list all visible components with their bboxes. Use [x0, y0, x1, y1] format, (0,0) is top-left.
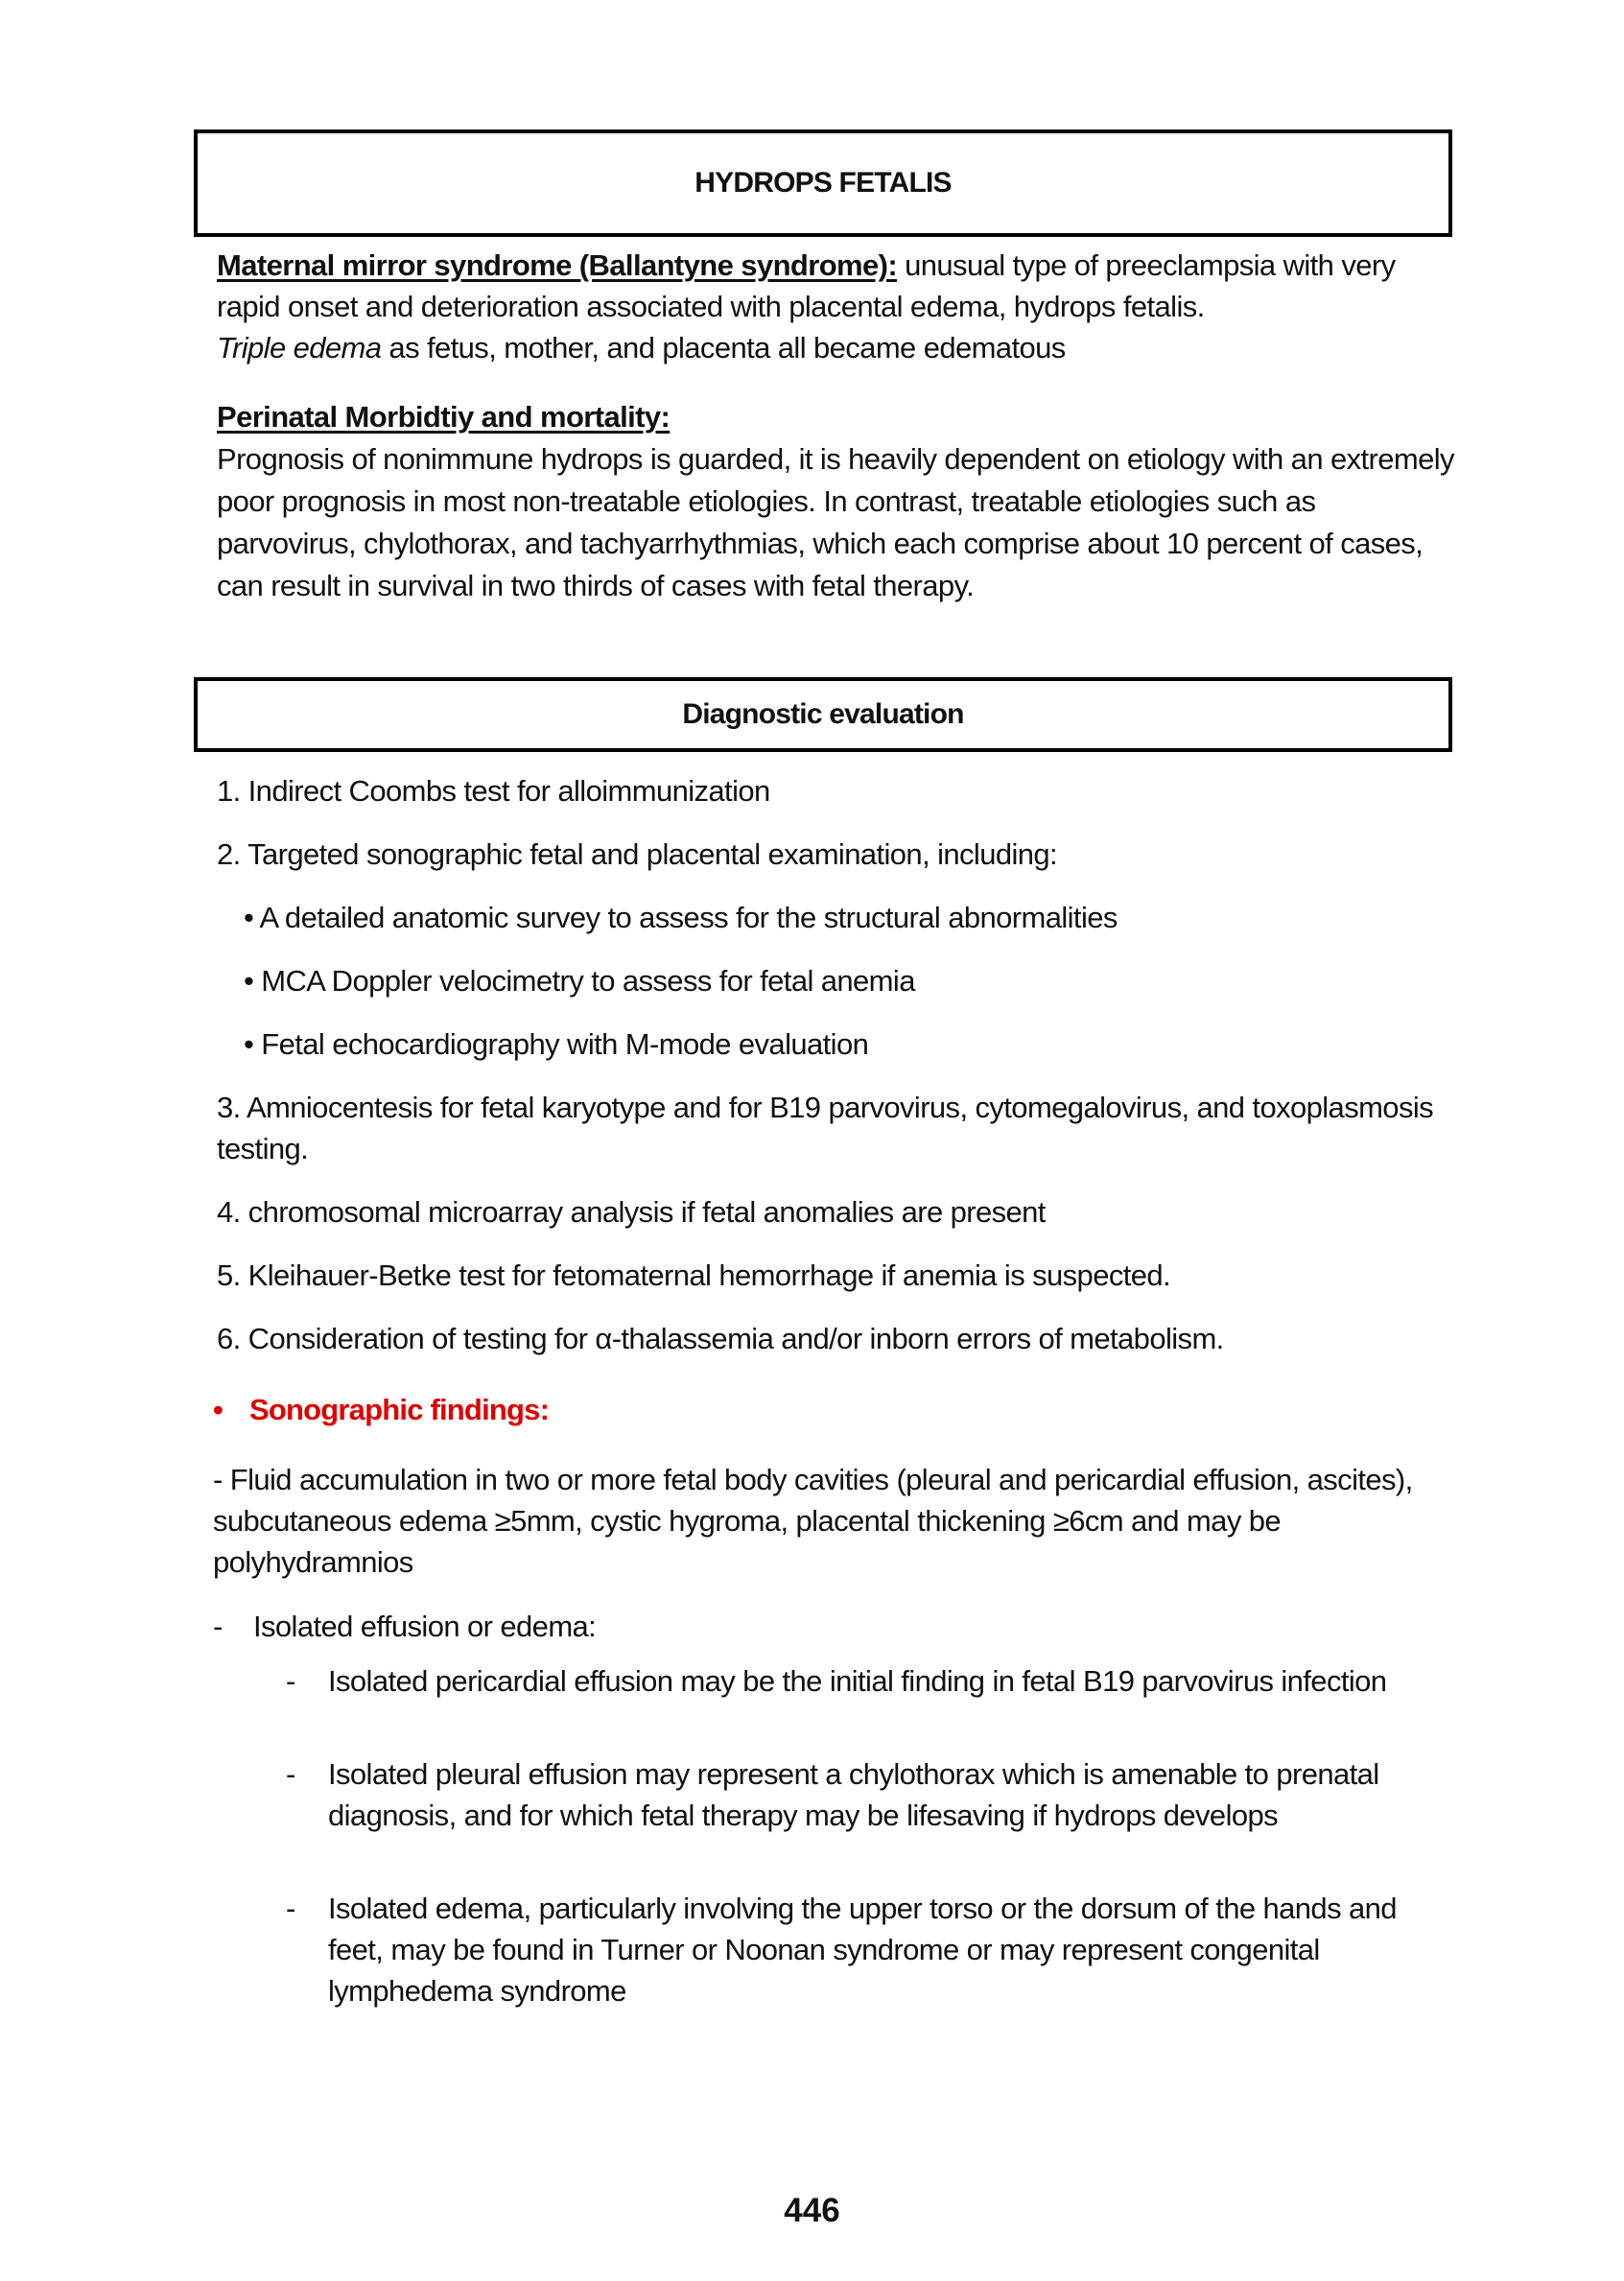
sonographic-heading	[213, 1389, 549, 1430]
perinatal-text: Prognosis of nonimmune hydrops is guarded, it is heavily dependent on etiology with an extremely poor prognosis in most non-treatable etiologies. In contrast, treatable etiologies such as parvovirus, chylothorax, and tachyarrhythmias, which each comprise about 10 percent of cases, can result in survival in two thirds of cases with fetal therapy.	[217, 442, 1454, 602]
isolated-item-1	[286, 1660, 1450, 1702]
diagnostic-title: Diagnostic evaluation	[682, 698, 964, 730]
diagnostic-item-4: 4. chromosomal microarray analysis if fetal anomalies are present	[217, 1195, 1046, 1229]
maternal-mirror-section	[217, 245, 1454, 368]
sonographic-heading-text: Sonographic findings:	[249, 1393, 550, 1426]
fluid-accumulation-text: - Fluid accumulation in two or more fetal body cavities (pleural and pericardial effusion, ascites), subcutaneous edema ≥5mm, cystic hygroma, placental thickening ≥6cm and may be polyhydramnios	[213, 1463, 1413, 1579]
diagnostic-subitem-3: • Fetal echocardiography with M-mode evaluation	[244, 1027, 869, 1061]
dash-icon: -	[286, 1892, 295, 1925]
isolated-item-text: Isolated pericardial effusion may be the initial finding in fetal B19 parvovirus infection	[328, 1664, 1387, 1698]
maternal-mirror-heading: Maternal mirror syndrome (Ballantyne syndrome):	[217, 248, 898, 282]
diagnostic-item-6: 6. Consideration of testing for α-thalassemia and/or inborn errors of metabolism.	[217, 1322, 1224, 1355]
page-title: HYDROPS FETALIS	[694, 167, 952, 199]
maternal-mirror-text-2: as fetus, mother, and placenta all became edematous	[381, 331, 1066, 364]
diagnostic-item-2: 2. Targeted sonographic fetal and placental examination, including:	[217, 837, 1058, 871]
isolated-item-2	[286, 1753, 1450, 1836]
isolated-effusion-label: Isolated effusion or edema:	[253, 1610, 597, 1643]
perinatal-section	[217, 396, 1454, 607]
diagnostic-item-5: 5. Kleihauer-Betke test for fetomaternal hemorrhage if anemia is suspected.	[217, 1258, 1171, 1292]
diagnostic-subitem-2: • MCA Doppler velocimetry to assess for fetal anemia	[244, 964, 915, 998]
page-title-box	[194, 129, 1452, 237]
diagnostic-title-box	[194, 677, 1452, 752]
maternal-mirror-text-1: unusual type of preeclampsia with very rapid onset and deterioration associated with placental edema, hydrops fetalis.	[217, 248, 1396, 323]
red-bullet-icon: •	[213, 1393, 224, 1426]
diagnostic-item-1: 1. Indirect Coombs test for alloimmunization	[217, 774, 770, 808]
diagnostic-subitem-1: • A detailed anatomic survey to assess for the structural abnormalities	[244, 901, 1118, 934]
isolated-item-3	[286, 1888, 1450, 2011]
perinatal-heading: Perinatal Morbidtiy and mortality:	[217, 400, 671, 434]
diagnostic-item-3: 3. Amniocentesis for fetal karyotype and for B19 parvovirus, cytomegalovirus, and toxoplasmosis testing.	[217, 1091, 1434, 1165]
dash-icon: -	[213, 1610, 223, 1643]
isolated-item-text: Isolated pleural effusion may represent a chylothorax which is amenable to prenatal diagnosis, and for which fetal therapy may be lifesaving if hydrops develops	[328, 1757, 1379, 1832]
dash-icon: -	[286, 1664, 295, 1698]
maternal-mirror-paragraph	[217, 245, 1454, 368]
isolated-item-text: Isolated edema, particularly involving the upper torso or the dorsum of the hands and feet, may be found in Turner or Noonan syndrome or may represent congenital lymphedema syndrome	[328, 1892, 1397, 2008]
dash-icon: -	[286, 1757, 295, 1791]
page-number: 446	[784, 2192, 840, 2229]
isolated-effusion-row	[213, 1606, 1450, 1647]
triple-edema-term: Triple edema	[217, 331, 382, 364]
